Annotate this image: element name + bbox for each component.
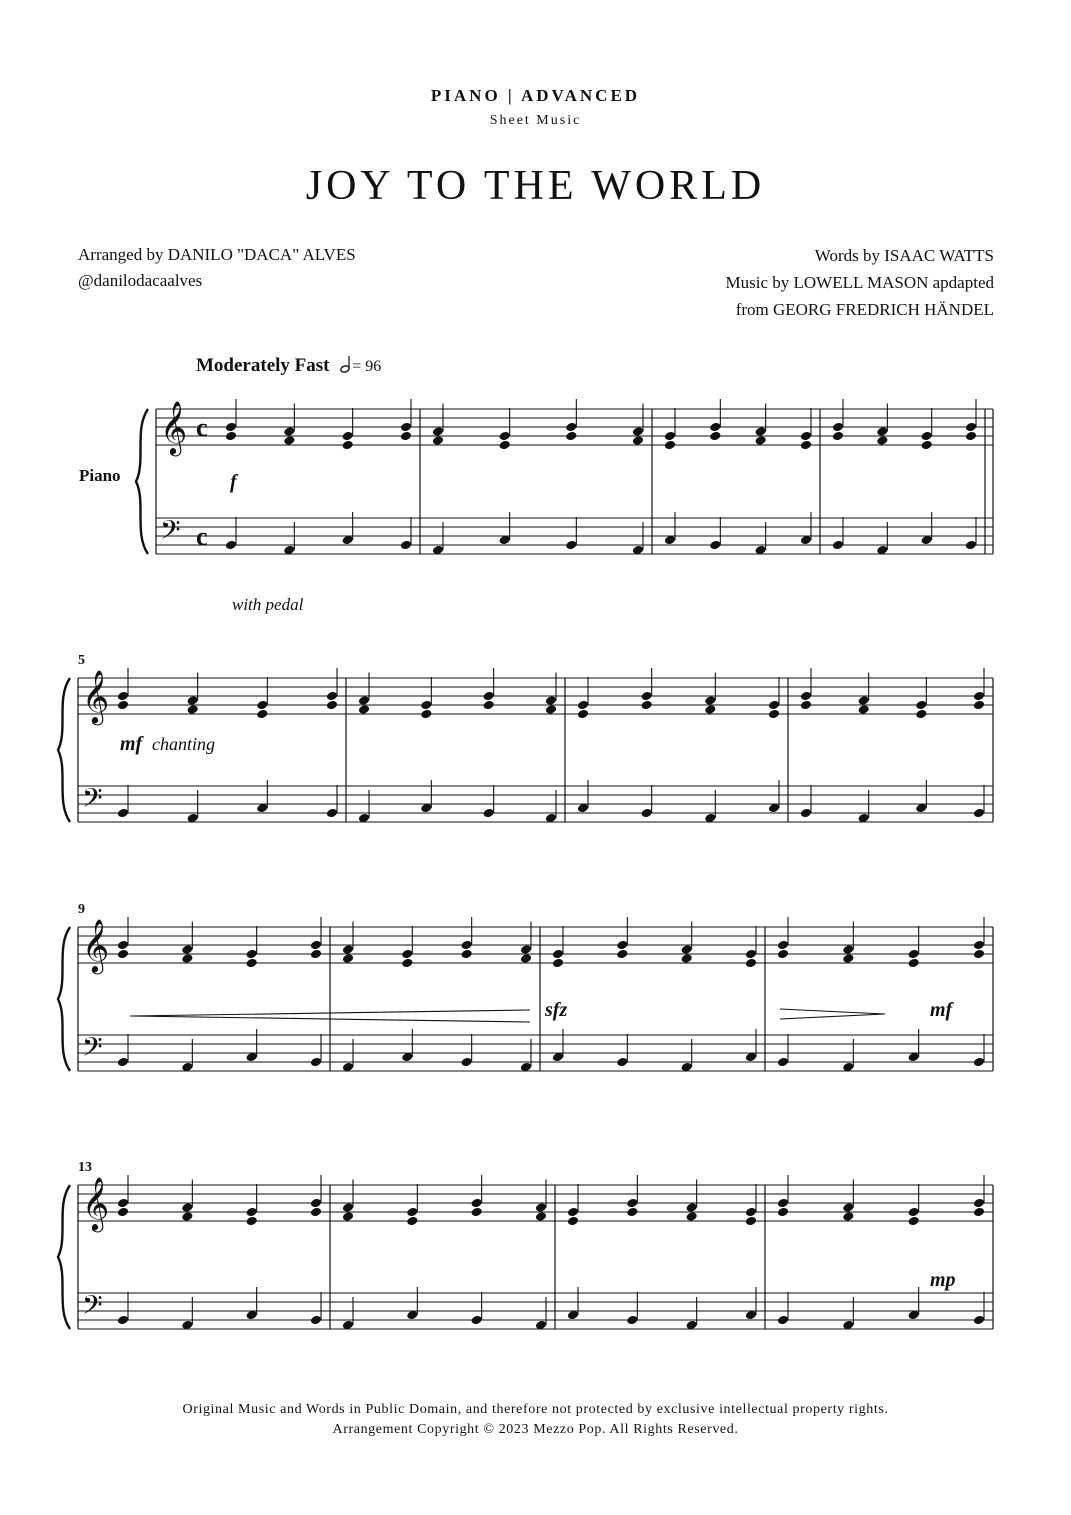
notehead xyxy=(186,704,198,715)
notehead xyxy=(310,940,322,951)
notehead xyxy=(358,695,370,706)
notehead xyxy=(567,1216,579,1227)
notehead xyxy=(640,808,652,819)
notehead xyxy=(745,949,757,960)
notehead xyxy=(326,808,338,819)
bass-staff xyxy=(78,783,993,822)
notehead xyxy=(117,1057,129,1068)
notehead xyxy=(245,1207,257,1218)
notehead xyxy=(777,1315,789,1326)
notehead xyxy=(907,1216,919,1227)
notehead xyxy=(632,435,644,446)
brace xyxy=(136,409,148,554)
notehead xyxy=(245,958,257,969)
notehead xyxy=(842,1202,854,1213)
notehead xyxy=(565,422,577,433)
system-1 xyxy=(136,399,993,555)
notehead xyxy=(181,1202,193,1213)
brace xyxy=(58,927,70,1071)
arranger-name: Arranged by DANILO "DACA" ALVES xyxy=(78,245,356,264)
notehead xyxy=(117,1198,129,1209)
notehead xyxy=(577,700,589,711)
footer-line-1: Original Music and Words in Public Domain, and therefore not protected by exclusive intellectual property rights. xyxy=(182,1402,889,1417)
notehead xyxy=(800,808,812,819)
notehead xyxy=(181,944,193,955)
notehead xyxy=(401,958,413,969)
notehead xyxy=(577,709,589,720)
treble-clef-icon: 𝄞 xyxy=(160,402,188,453)
bass-staff xyxy=(78,1032,993,1071)
notehead xyxy=(460,1057,472,1068)
notehead xyxy=(358,704,370,715)
notehead xyxy=(842,1211,854,1222)
notehead xyxy=(545,704,557,715)
notehead xyxy=(640,691,652,702)
notehead xyxy=(567,1207,579,1218)
notehead xyxy=(777,1057,789,1068)
measure-number: 13 xyxy=(78,1160,92,1175)
notehead xyxy=(401,949,413,960)
notehead xyxy=(326,691,338,702)
notehead xyxy=(552,958,564,969)
notehead xyxy=(640,700,652,711)
notehead xyxy=(256,709,268,720)
notehead xyxy=(117,940,129,951)
composer-line-1: Music by LOWELL MASON apdapted xyxy=(725,273,994,292)
notehead xyxy=(342,1211,354,1222)
notehead xyxy=(616,949,628,960)
notehead xyxy=(800,700,812,711)
notehead xyxy=(876,435,888,446)
notehead xyxy=(117,1207,129,1218)
notehead xyxy=(768,700,780,711)
notehead xyxy=(498,440,510,451)
notehead xyxy=(965,540,977,551)
notehead xyxy=(535,1202,547,1213)
notehead xyxy=(768,709,780,720)
notehead xyxy=(704,704,716,715)
notehead xyxy=(920,431,932,442)
bass-clef-icon: 𝄢 xyxy=(82,783,103,819)
notehead xyxy=(745,1216,757,1227)
notehead xyxy=(709,431,721,442)
notehead xyxy=(342,944,354,955)
notehead xyxy=(470,1315,482,1326)
treble-staff xyxy=(78,1177,993,1232)
expression-chanting: chanting xyxy=(152,734,215,754)
notehead xyxy=(470,1198,482,1209)
lyricist: Words by ISAAC WATTS xyxy=(814,246,994,265)
song-title: JOY TO THE WORLD xyxy=(305,163,766,209)
measure-number: 9 xyxy=(78,902,85,917)
dynamic-marking: f xyxy=(230,471,237,493)
notehead xyxy=(832,422,844,433)
notehead xyxy=(225,422,237,433)
dynamic-marking: mf xyxy=(930,999,953,1021)
metronome-value: = 96 xyxy=(352,358,382,375)
bass-staff xyxy=(156,515,993,554)
copyright-footer xyxy=(0,1400,1071,1440)
treble-staff xyxy=(78,670,993,725)
notehead xyxy=(973,700,985,711)
notehead xyxy=(342,1202,354,1213)
notehead xyxy=(626,1198,638,1209)
notehead xyxy=(225,540,237,551)
notehead xyxy=(225,431,237,442)
dynamic-marking: mf xyxy=(120,733,143,755)
notehead xyxy=(973,940,985,951)
bass-clef-icon: 𝄢 xyxy=(82,1290,103,1326)
brace xyxy=(58,1185,70,1329)
notehead xyxy=(245,1216,257,1227)
notehead xyxy=(915,709,927,720)
notehead xyxy=(800,440,812,451)
notehead xyxy=(283,426,295,437)
notehead xyxy=(406,1216,418,1227)
notehead xyxy=(777,940,789,951)
notehead xyxy=(482,691,494,702)
notehead xyxy=(326,700,338,711)
decrescendo-hairpin xyxy=(780,1009,885,1019)
notehead xyxy=(842,944,854,955)
treble-clef-icon: 𝄞 xyxy=(82,1178,110,1229)
notehead xyxy=(907,949,919,960)
system-4 xyxy=(58,1160,993,1330)
composer-line-2: from GEORG FREDRICH HÄNDEL xyxy=(735,300,994,319)
notehead xyxy=(965,422,977,433)
notehead xyxy=(545,695,557,706)
tempo-text: Moderately Fast xyxy=(196,355,330,376)
notehead xyxy=(857,704,869,715)
notehead xyxy=(745,1207,757,1218)
dynamic-marking: mp xyxy=(930,1269,956,1291)
common-time-icon: c xyxy=(196,413,208,442)
notehead xyxy=(117,1315,129,1326)
notehead xyxy=(460,949,472,960)
notehead xyxy=(406,1207,418,1218)
notehead xyxy=(920,440,932,451)
notehead xyxy=(400,422,412,433)
notehead xyxy=(432,435,444,446)
notehead xyxy=(310,949,322,960)
bass-clef-icon: 𝄢 xyxy=(82,1032,103,1068)
footer-line-2: Arrangement Copyright © 2023 Mezzo Pop. All Rights Reserved. xyxy=(332,1422,739,1437)
notehead xyxy=(680,953,692,964)
notehead xyxy=(117,700,129,711)
notehead xyxy=(626,1207,638,1218)
notehead xyxy=(800,431,812,442)
notehead xyxy=(685,1202,697,1213)
notehead xyxy=(117,949,129,960)
notehead xyxy=(498,431,510,442)
notehead xyxy=(745,958,757,969)
notehead xyxy=(565,540,577,551)
notehead xyxy=(777,1198,789,1209)
notehead xyxy=(626,1315,638,1326)
notehead xyxy=(400,540,412,551)
notehead xyxy=(709,540,721,551)
notehead xyxy=(482,700,494,711)
bass-clef-icon: 𝄢 xyxy=(160,515,181,551)
notehead xyxy=(186,695,198,706)
notehead xyxy=(973,808,985,819)
notehead xyxy=(800,691,812,702)
notehead xyxy=(535,1211,547,1222)
notehead xyxy=(420,700,432,711)
notehead xyxy=(709,422,721,433)
notehead xyxy=(965,431,977,442)
notehead xyxy=(117,691,129,702)
notehead xyxy=(181,1211,193,1222)
notehead xyxy=(832,540,844,551)
brace xyxy=(58,678,70,822)
notehead xyxy=(907,1207,919,1218)
notehead xyxy=(973,1057,985,1068)
notehead xyxy=(754,426,766,437)
notehead xyxy=(680,944,692,955)
measure-number: 5 xyxy=(78,653,85,668)
notehead xyxy=(310,1315,322,1326)
pedal-instruction: with pedal xyxy=(232,595,304,614)
notehead xyxy=(842,953,854,964)
arranger-handle: @danilodacaalves xyxy=(78,271,203,290)
notehead xyxy=(664,440,676,451)
notehead xyxy=(341,440,353,451)
notehead xyxy=(616,940,628,951)
system-3 xyxy=(58,902,993,1072)
notehead xyxy=(520,953,532,964)
dynamic-marking: sfz xyxy=(545,999,568,1021)
notehead xyxy=(310,1198,322,1209)
treble-staff xyxy=(78,919,993,974)
instrument-label: Piano xyxy=(79,466,121,485)
notehead xyxy=(632,426,644,437)
notehead xyxy=(341,431,353,442)
notehead xyxy=(915,700,927,711)
notehead xyxy=(973,949,985,960)
notehead xyxy=(400,431,412,442)
notehead xyxy=(777,1207,789,1218)
notehead xyxy=(664,431,676,442)
notehead xyxy=(552,949,564,960)
notehead xyxy=(420,709,432,720)
notehead xyxy=(832,431,844,442)
notehead xyxy=(460,940,472,951)
notehead xyxy=(245,949,257,960)
notehead xyxy=(470,1207,482,1218)
notehead xyxy=(310,1057,322,1068)
notehead xyxy=(973,1315,985,1326)
notehead xyxy=(256,700,268,711)
notehead xyxy=(973,1198,985,1209)
notehead xyxy=(342,953,354,964)
notehead xyxy=(777,949,789,960)
notehead xyxy=(704,695,716,706)
notehead xyxy=(907,958,919,969)
notehead xyxy=(520,944,532,955)
notehead xyxy=(616,1057,628,1068)
treble-clef-icon: 𝄞 xyxy=(82,671,110,722)
category-label: PIANO | ADVANCED xyxy=(430,86,641,105)
common-time-icon: c xyxy=(196,522,208,551)
notehead xyxy=(857,695,869,706)
subcategory-label: Sheet Music xyxy=(489,113,582,128)
notehead xyxy=(310,1207,322,1218)
notehead xyxy=(181,953,193,964)
notehead xyxy=(973,691,985,702)
notehead xyxy=(432,426,444,437)
notehead xyxy=(685,1211,697,1222)
notehead xyxy=(117,808,129,819)
notehead xyxy=(482,808,494,819)
bass-staff xyxy=(78,1290,993,1329)
notehead xyxy=(283,435,295,446)
notehead xyxy=(565,431,577,442)
notehead xyxy=(973,1207,985,1218)
notehead xyxy=(876,426,888,437)
notehead xyxy=(754,435,766,446)
treble-clef-icon: 𝄞 xyxy=(82,920,110,971)
